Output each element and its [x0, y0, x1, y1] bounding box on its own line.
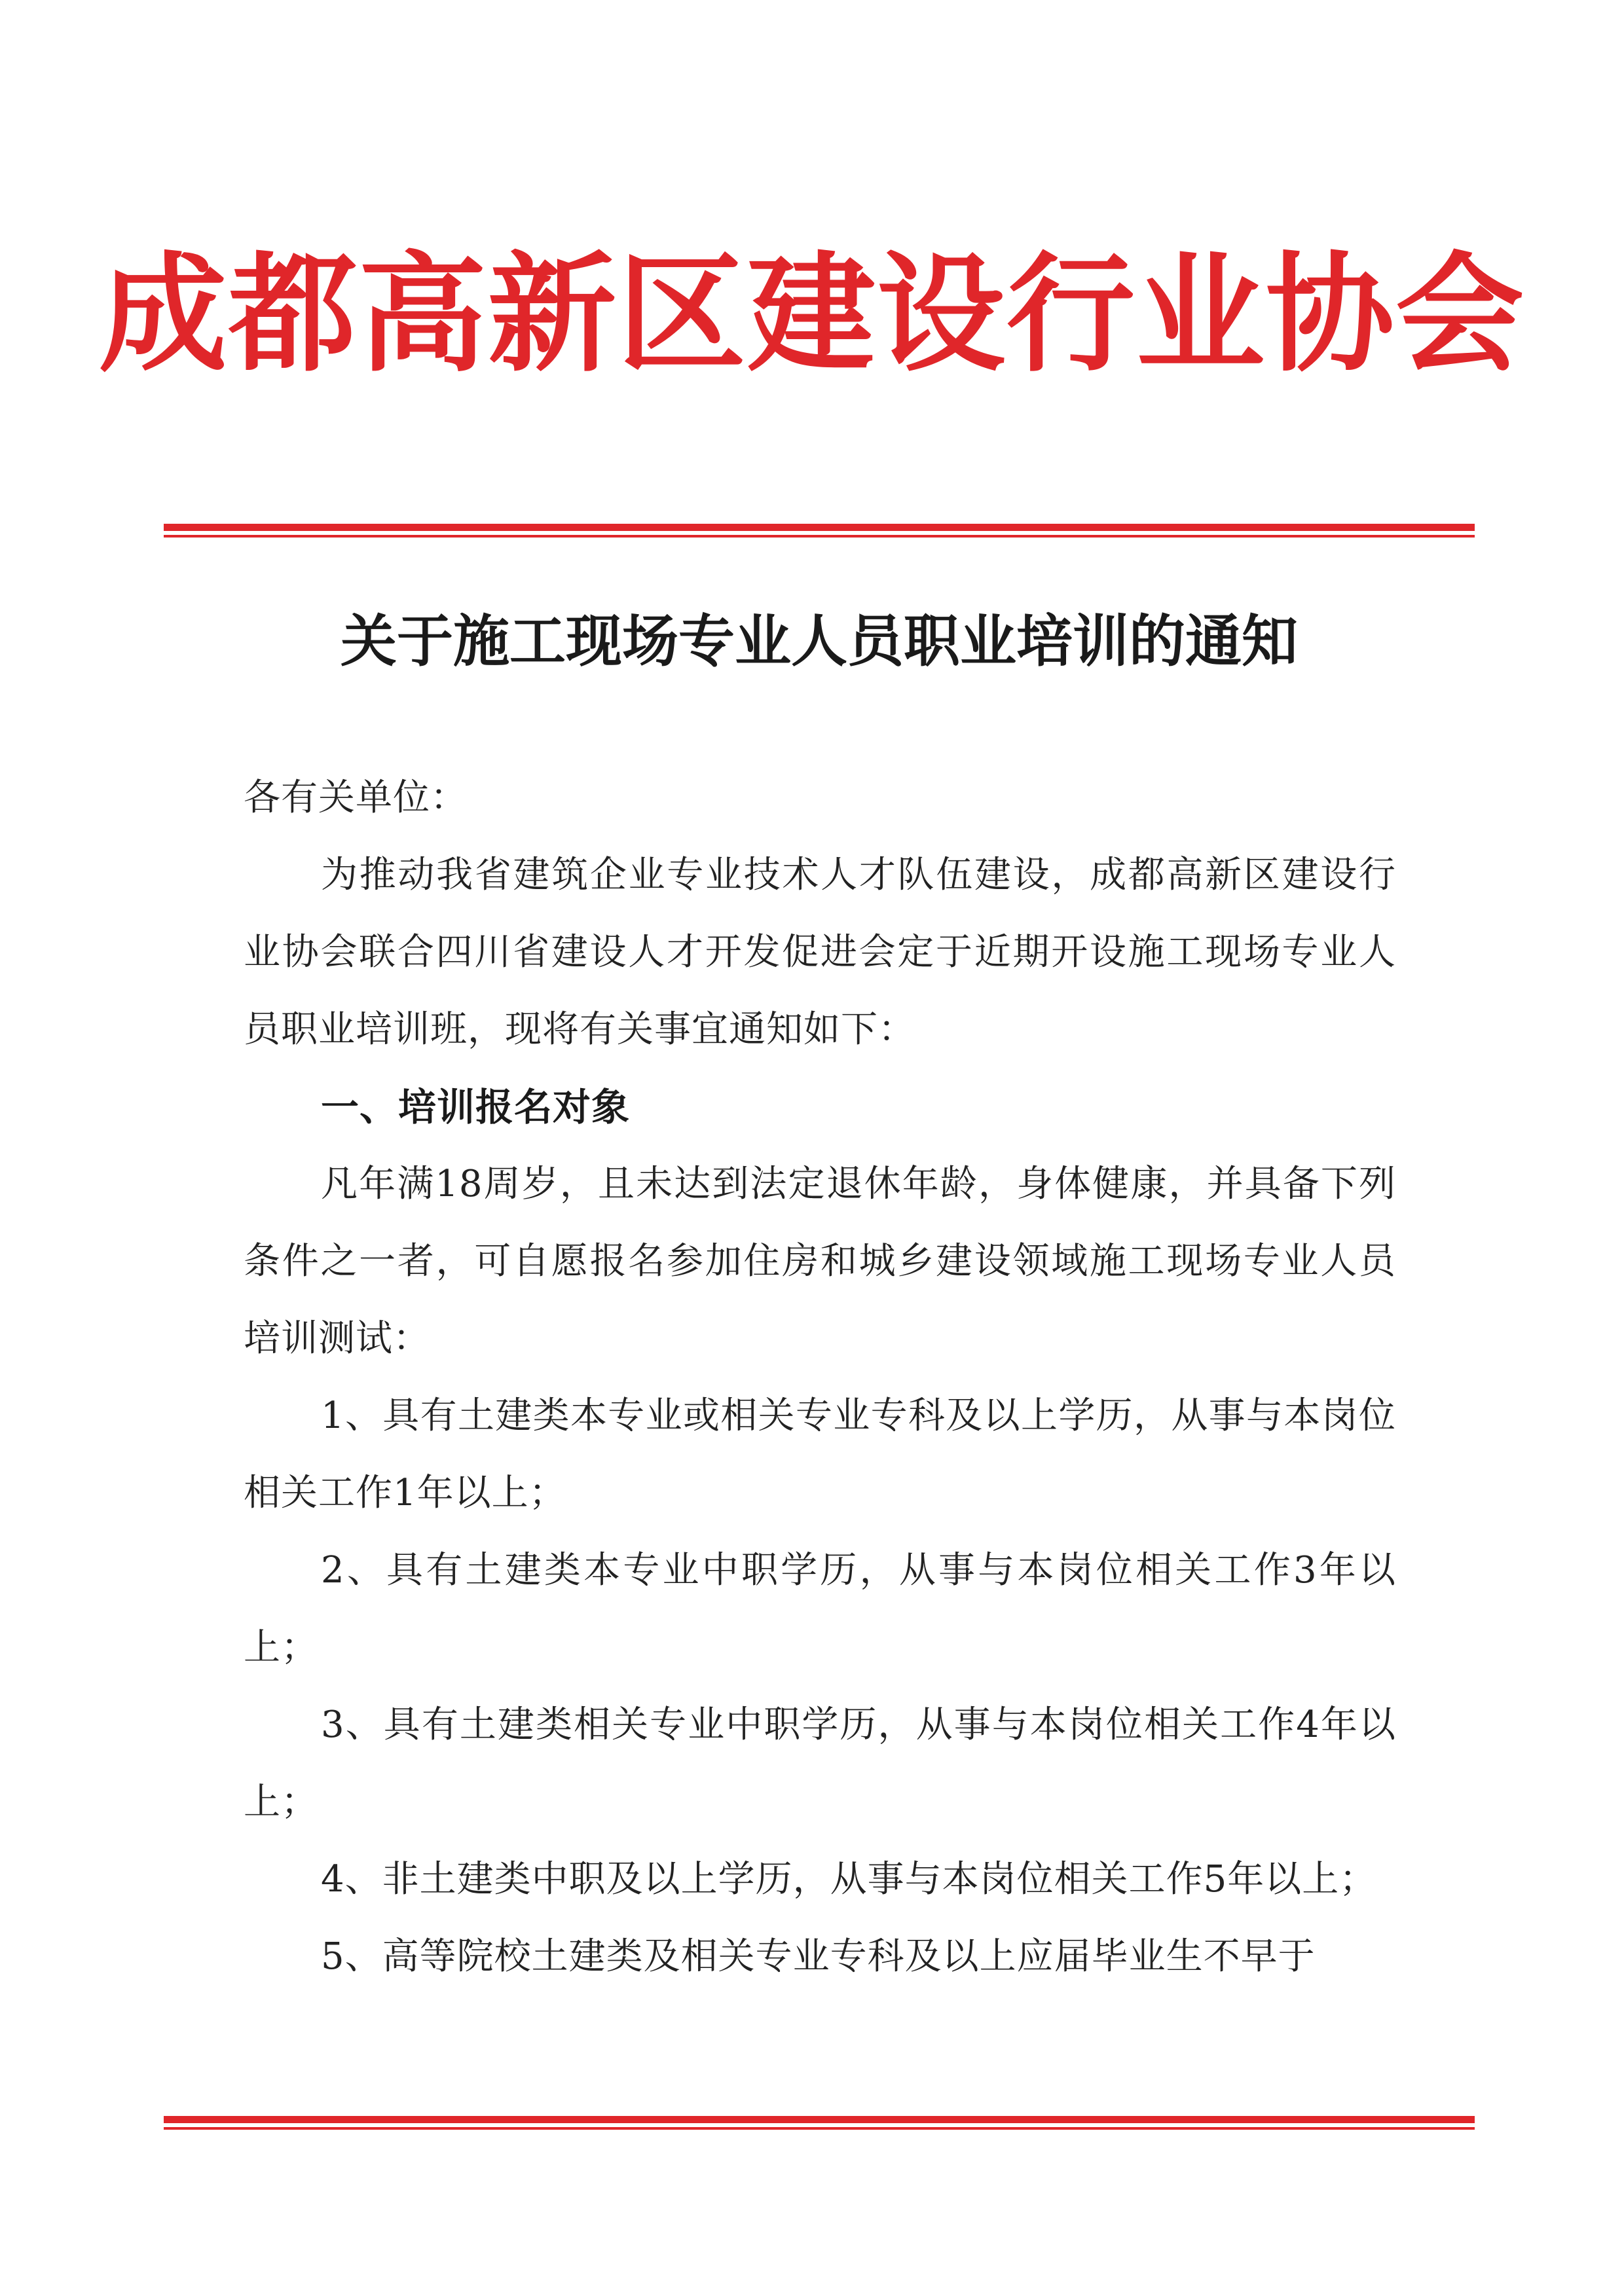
condition-item: 1、具有土建类本专业或相关专业专科及以上学历，从事与本岗位相关工作1年以上；	[244, 1394, 1396, 1514]
intro-paragraph: 为推动我省建筑企业专业技术人才队伍建设，成都高新区建设行业协会联合四川省建设人才开发促进会定于近期开设施工现场专业人员职业培训班，现将有关事宜通知如下：	[244, 854, 1396, 1051]
organization-masthead: 成都高新区建设行业协会	[98, 239, 1525, 390]
document-title: 关于施工现场专业人员职业培训的通知	[341, 609, 1298, 674]
condition-item: 3、具有土建类相关专业中职学历，从事与本岗位相关工作4年以上；	[244, 1704, 1396, 1823]
section-paragraph: 凡年满18周岁，且未达到法定退休年龄，身体健康，并具备下列条件之一者，可自愿报名参加住房和城乡建设领域施工现场专业人员培训测试：	[244, 1163, 1396, 1360]
salutation: 各有关单位：	[244, 776, 468, 819]
section-heading: 一、培训报名对象	[321, 1085, 631, 1129]
document-body	[244, 759, 1396, 1995]
condition-item: 4、非土建类中职及以上学历，从事与本岗位相关工作5年以上；	[321, 1858, 1377, 1901]
condition-item: 5、高等院校土建类及相关专业专科及以上应届毕业生不早于	[321, 1935, 1316, 1978]
condition-item: 2、具有土建类本专业中职学历，从事与本岗位相关工作3年以上；	[244, 1549, 1396, 1669]
footer-divider	[164, 2116, 1475, 2130]
header-divider	[164, 524, 1475, 538]
